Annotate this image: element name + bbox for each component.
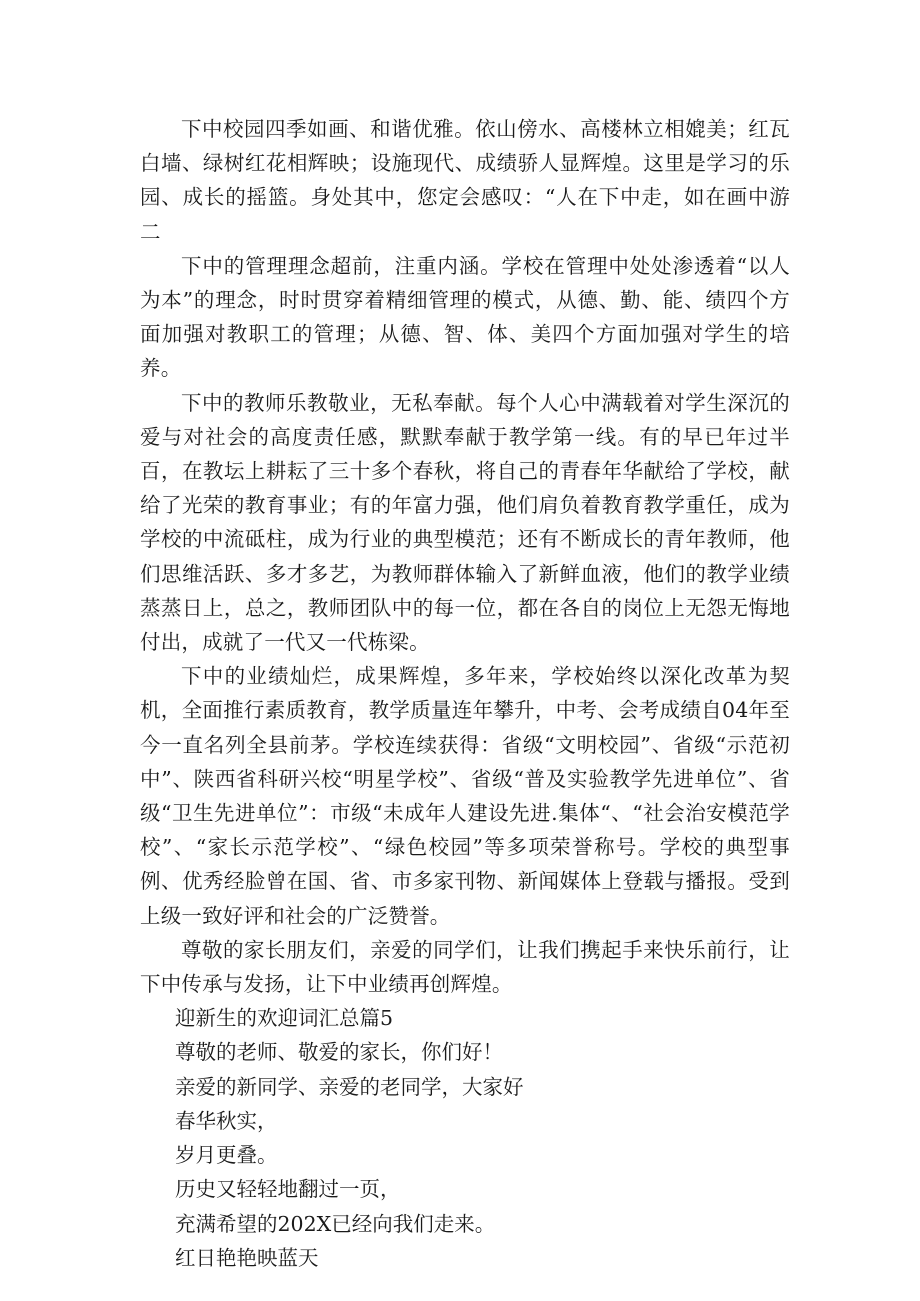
verse-line: 春华秋实， [175,1108,278,1133]
verse-line: 历史又轻轻地翻过一页， [175,1177,401,1202]
paragraph-achievements: 下中的业绩灿烂，成果辉煌，多年来，学校始终以深化改革为契机，全面推行素质教育，教学质量连年攀升，中考、会考成绩自04年至今一直名列全县前茅。学校连续获得：省级“文明校园”、省级“示范初中”、陕西省科研兴校“明星学校”、省级“普及实验教学先进单位”、省级“卫生先进单位”：市级“未成年人建设先进.集体“、“社会治安模范学校”、“家长示范学校”、“绿色校园”等多项荣誉称号。学校的典型事例、优秀经脸曾在国、省、市多家刊物、新闻媒体上登载与播报。受到上级一致好评和社会的广泛赞誉。 [140,664,790,928]
document-body [140,112,790,1275]
verse-line: 岁月更叠。 [175,1143,278,1168]
section-heading: 迎新生的欢迎词汇总篇5 [175,1006,394,1031]
verse-line: 红日艳艳映蓝天 [175,1245,319,1270]
paragraph-teachers: 下中的教师乐教敬业，无私奉献。每个人心中满载着对学生深沉的爱与对社会的高度责任感，默默奉献于教学第一线。有的早已年过半百，在教坛上耕耘了三十多个春秋，将自己的青春年华献给了学校，献给了光荣的教育事业；有的年富力强，他们肩负着教育教学重任，成为学校的中流砥柱，成为行业的典型模范；还有不断成长的青年教师，他们思维活跃、多才多艺，为教师群体输入了新鲜血液，他们的教学业绩蒸蒸日上，总之，教师团队中的每一位，都在各自的岗位上无怨无悔地付出，成就了一代又一代栋梁。 [140,390,790,655]
greeting-line: 尊敬的老师、敬爱的家长，你们好！ [175,1040,503,1065]
paragraph-campus: 下中校园四季如画、和谐优雅。依山傍水、高楼林立相媲美；红瓦白墙、绿树红花相辉映；设施现代、成绩骄人显辉煌。这里是学习的乐园、成长的摇篮。身处其中，您定会感叹：“人在下中走，如在画中游二 [140,117,790,244]
greeting-line: 亲爱的新同学、亲爱的老同学，大家好 [175,1074,524,1099]
paragraph-closing: 尊敬的家长朋友们，亲爱的同学们，让我们携起手来快乐前行，让下中传承与发扬，让下中业绩再创辉煌。 [140,937,790,997]
verse-line: 充满希望的202X已经向我们走来。 [175,1211,496,1236]
paragraph-management: 下中的管理理念超前，注重内涵。学校在管理中处处渗透着“以人为本”的理念，时时贯穿着精细管理的模式，从德、勤、能、绩四个方面加强对教职工的管理；从德、智、体、美四个方面加强对学生的培养。 [140,253,790,381]
